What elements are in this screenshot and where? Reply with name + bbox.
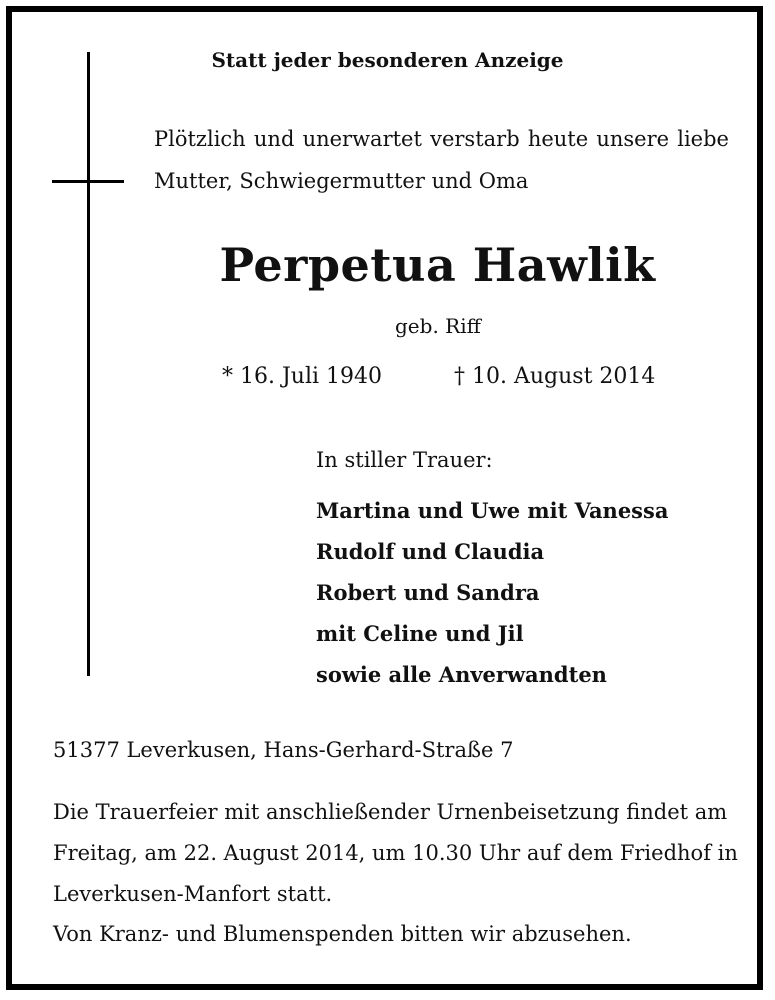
intro-line: Plötzlich und unerwartet verstarb heute unsere liebe [154,127,729,151]
flowers-note: Von Kranz- und Blumenspenden bitten wir abzusehen. [53,922,632,946]
intro-text [154,118,729,202]
birth-date: * 16. Juli 1940 [222,364,383,389]
mourner-entry: Robert und Sandra [316,580,540,605]
intro-line: Mutter, Schwiegermutter und Oma [154,169,529,193]
mourners-label: In stiller Trauer: [316,448,493,472]
mourners-list [316,490,668,695]
cross-icon [87,52,90,676]
mourner-entry: mit Celine und Jil [316,621,524,646]
ceremony-text [53,792,738,915]
mourner-entry: Rudolf und Claudia [316,539,545,564]
ceremony-line: Leverkusen-Manfort statt. [53,882,333,906]
maiden-name: geb. Riff [395,314,481,338]
death-date: † 10. August 2014 [454,364,656,389]
mourner-entry: sowie alle Anverwandten [316,662,607,687]
cross-icon-bar [52,180,124,183]
mourner-entry: Martina und Uwe mit Vanessa [316,498,669,523]
ceremony-line: Freitag, am 22. August 2014, um 10.30 Uhr auf dem Friedhof in [53,841,738,865]
notice-header: Statt jeder besonderen Anzeige [211,48,564,72]
ceremony-line: Die Trauerfeier mit anschließender Urnenbeisetzung findet am [53,800,728,824]
address: 51377 Leverkusen, Hans-Gerhard-Straße 7 [53,738,514,762]
deceased-name: Perpetua Hawlik [219,238,656,292]
